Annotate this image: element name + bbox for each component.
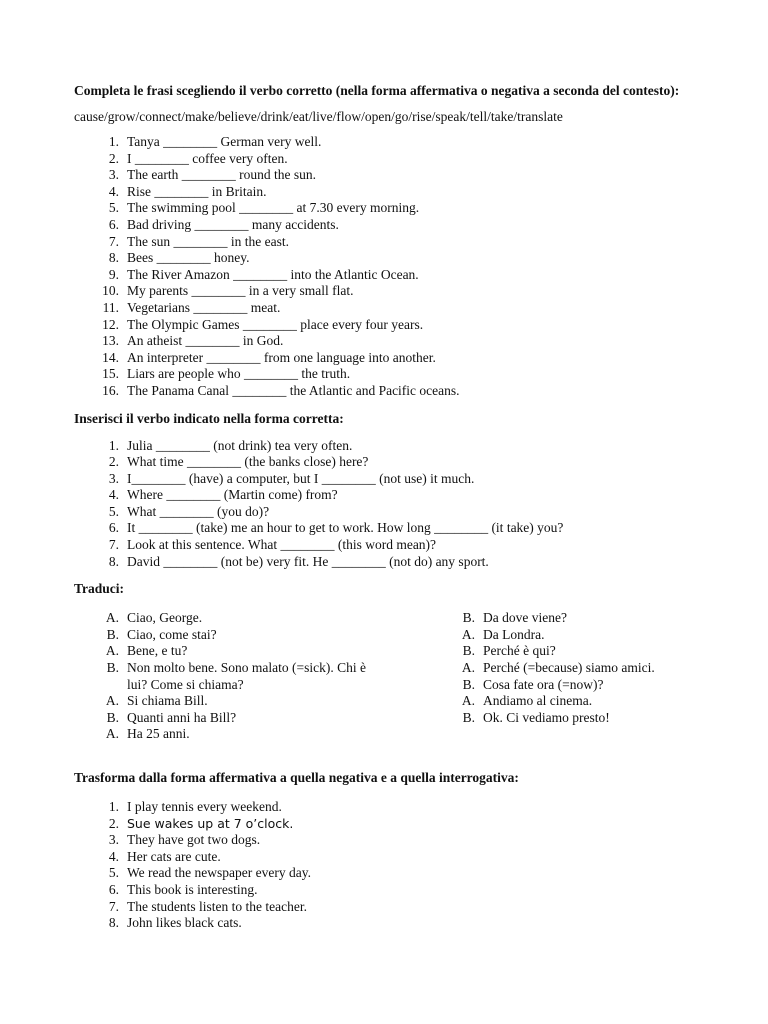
list-item — [74, 554, 694, 571]
item-text: They have got two dogs. — [127, 832, 261, 848]
item-number: 4. — [108, 487, 119, 503]
item-text: What ________ (you do)? — [127, 503, 270, 519]
speaker-letter: A. — [105, 610, 119, 626]
item-text: Vegetarians ________ meat. — [127, 299, 281, 315]
item-text: My parents ________ in a very small flat. — [127, 283, 354, 299]
spacer — [74, 787, 694, 799]
list-item — [74, 899, 694, 916]
item-number: 8. — [108, 553, 119, 569]
speaker-letter: A. — [105, 693, 119, 709]
item-number: 5. — [108, 503, 119, 519]
list-item — [74, 217, 694, 234]
item-number: 8. — [108, 915, 119, 931]
item-number: 12. — [102, 316, 119, 332]
list-item — [74, 438, 694, 455]
dialogue-right-column — [430, 610, 690, 743]
item-number: 2. — [108, 150, 119, 166]
list-item — [74, 627, 430, 644]
item-text: Si chiama Bill. — [127, 693, 208, 709]
item-text: We read the newspaper every day. — [127, 865, 311, 881]
list-item — [74, 200, 694, 217]
list-item — [74, 660, 430, 693]
dialogue-left-list — [74, 610, 430, 743]
list-item — [74, 134, 694, 151]
item-number: 1. — [108, 134, 119, 149]
list-item — [430, 693, 690, 710]
item-text: Ciao, come stai? — [127, 626, 217, 642]
list-item — [74, 537, 694, 554]
speaker-letter: B. — [106, 626, 119, 642]
item-text: Liars are people who ________ the truth. — [127, 366, 351, 382]
list-item — [74, 610, 430, 627]
item-number: 5. — [108, 865, 119, 881]
list-item — [430, 710, 690, 727]
spacer — [74, 743, 694, 769]
list-item — [74, 865, 694, 882]
item-text: Quanti anni ha Bill? — [127, 709, 237, 725]
list-item — [74, 333, 694, 350]
item-text: I ________ coffee very often. — [127, 150, 288, 166]
item-text: Bad driving ________ many accidents. — [127, 216, 339, 232]
section1-heading: Completa le frasi scegliendo il verbo corretto (nella forma affermativa o negativa a seconda del contesto): — [74, 83, 680, 98]
item-text: An interpreter ________ from one language into another. — [127, 349, 436, 365]
speaker-letter: A. — [105, 643, 119, 659]
section2-list — [74, 438, 694, 571]
item-text: The earth ________ round the sun. — [127, 167, 316, 183]
item-text: Her cats are cute. — [127, 848, 221, 864]
item-text: This book is interesting. — [127, 881, 258, 897]
list-item — [74, 454, 694, 471]
list-item — [430, 610, 690, 627]
list-item — [74, 167, 694, 184]
item-number: 4. — [108, 848, 119, 864]
verb-list: cause/grow/connect/make/believe/drink/eat/live/flow/open/go/rise/speak/tell/take/translate — [74, 109, 563, 124]
item-number: 2. — [108, 815, 119, 831]
item-text: Julia ________ (not drink) tea very often. — [127, 437, 353, 453]
list-item — [74, 283, 694, 300]
item-text: John likes black cats. — [127, 915, 242, 931]
item-text: An atheist ________ in God. — [127, 333, 284, 349]
item-text: Non molto bene. Sono malato (=sick). Chi è lui? Come si chiama? — [127, 660, 366, 692]
list-item — [74, 317, 694, 334]
section2-heading: Inserisci il verbo indicato nella forma corretta: — [74, 410, 344, 426]
speaker-letter: A. — [105, 726, 119, 742]
item-text: The students listen to the teacher. — [127, 898, 307, 914]
item-number: 7. — [108, 898, 119, 914]
item-text: The swimming pool ________ at 7.30 every morning. — [127, 200, 420, 216]
list-item — [74, 234, 694, 251]
item-text: Bees ________ honey. — [127, 250, 250, 266]
item-text: I________ (have) a computer, but I ________ (not use) it much. — [127, 470, 475, 486]
item-number: 14. — [102, 349, 119, 365]
item-number: 1. — [108, 437, 119, 453]
item-text: Da Londra. — [483, 626, 545, 642]
list-item — [74, 693, 430, 710]
item-number: 6. — [108, 216, 119, 232]
speaker-letter: B. — [462, 676, 475, 692]
list-item — [74, 849, 694, 866]
item-text: It ________ (take) me an hour to get to work. How long ________ (it take) you? — [127, 520, 564, 536]
item-number: 9. — [108, 266, 119, 282]
item-number: 13. — [102, 333, 119, 349]
item-text: Where ________ (Martin come) from? — [127, 487, 338, 503]
list-item — [74, 882, 694, 899]
item-text: I play tennis every weekend. — [127, 799, 282, 814]
item-text: Perché è qui? — [483, 643, 556, 659]
item-number: 15. — [102, 366, 119, 382]
list-item — [74, 504, 694, 521]
list-item — [430, 677, 690, 694]
spacer — [74, 598, 694, 610]
section1-list — [74, 134, 694, 400]
section4-list — [74, 799, 694, 932]
list-item — [74, 915, 694, 932]
item-number: 2. — [108, 454, 119, 470]
item-text: Ha 25 anni. — [127, 726, 190, 742]
item-number: 1. — [108, 799, 119, 814]
item-text: Sue wakes up at 7 o’clock. — [127, 815, 294, 831]
list-item — [74, 816, 694, 833]
item-number: 7. — [108, 233, 119, 249]
item-number: 5. — [108, 200, 119, 216]
speaker-letter: A. — [461, 693, 475, 709]
item-text: The Panama Canal ________ the Atlantic and Pacific oceans. — [127, 382, 460, 398]
item-number: 7. — [108, 537, 119, 553]
item-text: Rise ________ in Britain. — [127, 183, 267, 199]
speaker-letter: B. — [462, 643, 475, 659]
section4-heading: Trasforma dalla forma affermativa a quella negativa e a quella interrogativa: — [74, 770, 519, 785]
dialogue-columns — [74, 610, 694, 743]
spacer — [74, 570, 694, 580]
spacer — [74, 400, 694, 410]
item-number: 6. — [108, 881, 119, 897]
item-text: Ok. Ci vediamo presto! — [483, 709, 610, 725]
item-text: What time ________ (the banks close) here? — [127, 454, 369, 470]
list-item — [74, 726, 430, 743]
item-text: The sun ________ in the east. — [127, 233, 289, 249]
list-item — [74, 520, 694, 537]
list-item — [74, 184, 694, 201]
item-text: The Olympic Games ________ place every four years. — [127, 316, 424, 332]
speaker-letter: B. — [106, 709, 119, 725]
list-item — [74, 832, 694, 849]
list-item — [74, 366, 694, 383]
list-item — [74, 383, 694, 400]
list-item — [430, 627, 690, 644]
item-number: 4. — [108, 183, 119, 199]
item-text: Perché (=because) siamo amici. — [483, 660, 655, 676]
speaker-letter: B. — [462, 709, 475, 725]
item-text: Bene, e tu? — [127, 643, 188, 659]
item-number: 6. — [108, 520, 119, 536]
spacer — [74, 428, 694, 438]
speaker-letter: A. — [461, 660, 475, 676]
dialogue-right-list — [430, 610, 690, 726]
speaker-letter: A. — [461, 626, 475, 642]
list-item — [74, 799, 694, 816]
list-item — [74, 643, 430, 660]
list-item — [74, 300, 694, 317]
worksheet-page — [74, 82, 694, 932]
item-text: Ciao, George. — [127, 610, 203, 626]
list-item — [430, 643, 690, 660]
item-number: 3. — [108, 832, 119, 848]
item-text: Tanya ________ German very well. — [127, 134, 322, 149]
item-text: Andiamo al cinema. — [483, 693, 593, 709]
dialogue-left-column — [74, 610, 430, 743]
speaker-letter: B. — [106, 660, 119, 676]
item-text: Look at this sentence. What ________ (this word mean)? — [127, 537, 437, 553]
list-item — [74, 471, 694, 488]
item-number: 3. — [108, 167, 119, 183]
item-text: David ________ (not be) very fit. He ________ (not do) any sport. — [127, 553, 489, 569]
list-item — [74, 267, 694, 284]
item-text: Da dove viene? — [483, 610, 567, 626]
item-text: The River Amazon ________ into the Atlantic Ocean. — [127, 266, 419, 282]
item-number: 16. — [102, 382, 119, 398]
list-item — [74, 350, 694, 367]
speaker-letter: B. — [462, 610, 475, 626]
list-item — [74, 151, 694, 168]
item-number: 3. — [108, 470, 119, 486]
list-item — [74, 487, 694, 504]
list-item — [430, 660, 690, 677]
item-number: 10. — [102, 283, 119, 299]
item-text: Cosa fate ora (=now)? — [483, 676, 604, 692]
item-number: 8. — [108, 250, 119, 266]
list-item — [74, 250, 694, 267]
section3-heading: Traduci: — [74, 581, 124, 597]
item-number: 11. — [102, 299, 119, 315]
list-item — [74, 710, 430, 727]
